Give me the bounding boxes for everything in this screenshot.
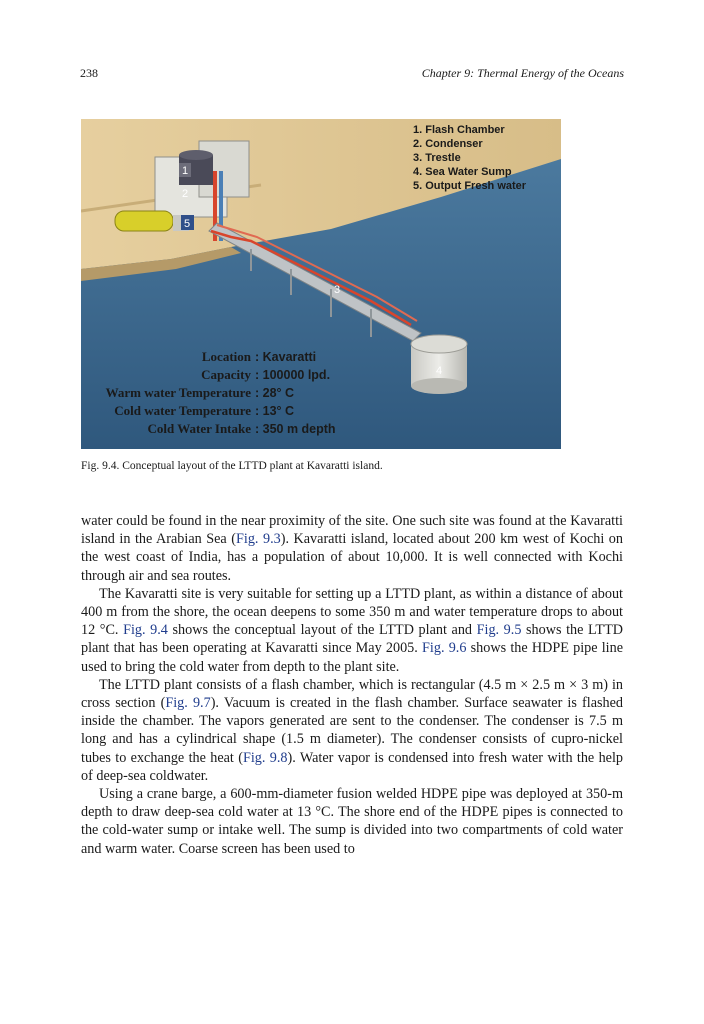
svg-text:3: 3 — [333, 284, 341, 296]
figure-ref-9-4[interactable]: Fig. 9.4 — [123, 622, 168, 639]
svg-text:5: 5 — [183, 218, 191, 230]
legend-item-5: 5. Output Fresh water — [413, 180, 527, 192]
caption-text: Conceptual layout of the LTTD plant at Kavaratti island. — [122, 460, 383, 472]
marker-4 — [436, 365, 442, 377]
info-label-capacity: Capacity — [201, 367, 251, 382]
legend-item-2: 2. Condenser — [413, 138, 483, 150]
legend-item-3: 3. Trestle — [413, 152, 461, 164]
figure-ref-9-3[interactable]: Fig. 9.3 — [235, 531, 281, 548]
paragraph-1: water could be found in the near proximity of the site. One such site was found at the Kavaratti island in the Arabian Sea (Fig. 9.3). Kavaratti island, located about 200 km west of Kochi on the west coast of India, has a population of about 10,000. It is well connected with Kochi through air and sea routes. — [81, 513, 623, 584]
marker-1 — [179, 163, 191, 177]
marker-3 — [334, 284, 340, 296]
paragraph-2: The Kavaratti site is very suitable for setting up a LTTD plant, as within a distance of about 400 m from the shore, the ocean deepens to some 350 m and water temperature drops to about 12 °C. Fig. 9.4 shows the conceptual layout of the LTTD plant and Fig. 9.5 shows the LTTD plant that has been operating at Kavaratti since May 2005. Fig. 9.6 shows the HDPE pipe line used to bring the cold water from depth to the plant site. — [81, 585, 623, 675]
page-number: 238 — [80, 66, 98, 80]
running-header: Chapter 9: Thermal Energy of the Oceans — [421, 66, 624, 80]
caption-label: Fig. 9.4. — [81, 460, 120, 472]
info-label-cold-temp: Cold water Temperature — [114, 403, 251, 418]
info-value-capacity: : 100000 lpd. — [255, 368, 331, 382]
flash-chamber-top — [179, 150, 213, 160]
info-value-location: : Kavaratti — [255, 350, 317, 364]
svg-text:4: 4 — [435, 365, 443, 377]
marker-2 — [182, 188, 188, 200]
sump-top — [411, 335, 467, 353]
svg-text:1: 1 — [181, 165, 189, 177]
info-label-warm-temp: Warm water Temperature — [105, 385, 251, 400]
paragraph-4: Using a crane barge, a 600-mm-diameter fusion welded HDPE pipe was deployed at 350-m depth to draw deep-sea cold water at 13 °C. The shore end of the HDPE pipes is connected to the cold-water sump or intake well. The sump is divided into two compartments of cold water and warm water. Coarse screen has been used to — [81, 786, 623, 857]
svg-text:2: 2 — [181, 188, 189, 200]
marker-5 — [181, 215, 194, 230]
figure-ltdd-layout — [81, 119, 561, 449]
paragraph-3: The LTTD plant consists of a flash chamber, which is rectangular (4.5 m × 2.5 m × 3 m) in cross section (Fig. 9.7). Vacuum is created in the flash chamber. Surface seawater is flashed inside the chamber. The vapors generated are sent to the condenser. The condenser is 7.5 m long and has a cylindrical shape (1.5 m diameter). The condenser consists of cupro-nickel tubes to exchange the heat (Fig. 9.8). Water vapor is condensed into fresh water with the help of deep-sea coldwater. — [81, 676, 623, 784]
info-label-location: Location — [201, 349, 251, 364]
figure-ref-9-5[interactable]: Fig. 9.5 — [476, 622, 522, 639]
figure-ref-9-8[interactable]: Fig. 9.8 — [242, 749, 288, 766]
info-value-warm-temp: : 28° C — [255, 386, 295, 400]
legend-item-4: 4. Sea Water Sump — [413, 166, 512, 178]
legend-item-1: 1. Flash Chamber — [413, 124, 505, 136]
plant-illustration — [81, 119, 561, 449]
figure-ref-9-6[interactable]: Fig. 9.6 — [422, 640, 467, 657]
figure-caption — [81, 460, 383, 472]
info-label-intake: Cold Water Intake — [147, 421, 251, 436]
info-value-intake: : 350 m depth — [255, 422, 336, 436]
figure-ref-9-7[interactable]: Fig. 9.7 — [165, 695, 211, 712]
sump-base — [411, 378, 467, 394]
info-value-cold-temp: : 13° C — [255, 404, 295, 418]
tanker-truck — [115, 211, 173, 231]
body-text — [81, 512, 623, 858]
